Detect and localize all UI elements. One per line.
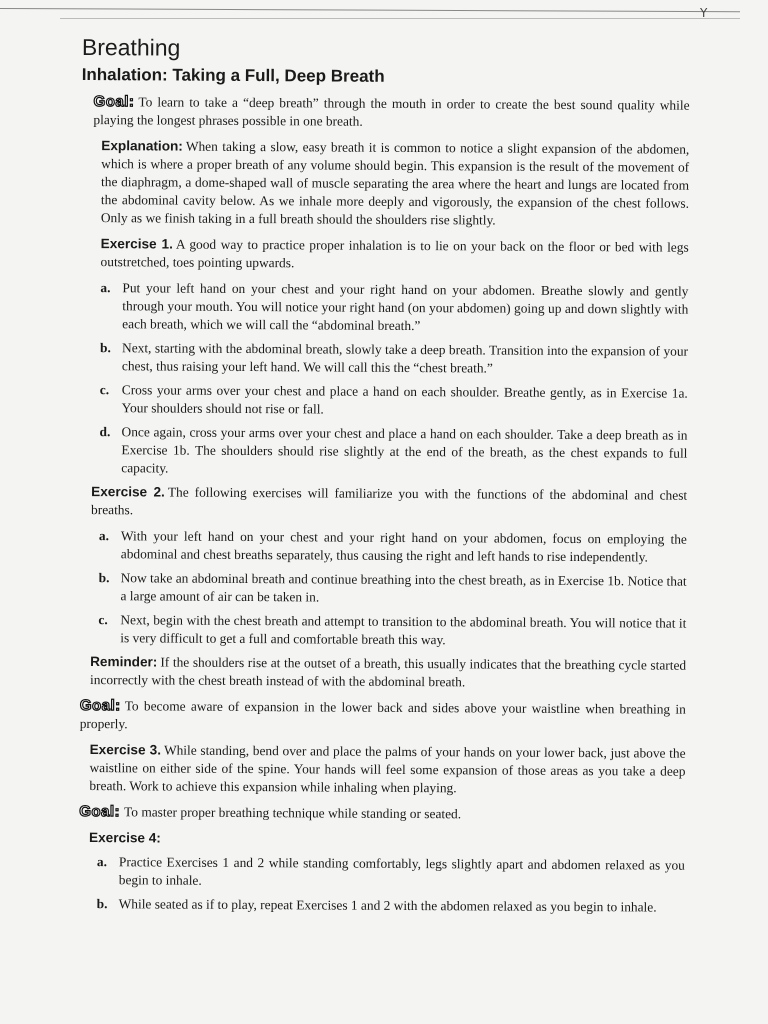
scan-second-rule <box>60 18 740 19</box>
exercise-1-item-d <box>79 423 687 481</box>
exercise-3-label: Exercise 3. <box>89 742 162 758</box>
goal-text: To master proper breathing technique while standing or seated. <box>124 804 462 822</box>
exercise-1-item-a <box>80 279 688 337</box>
section-heading: Inhalation: Taking a Full, Deep Breath <box>81 64 385 86</box>
document-page <box>77 30 690 923</box>
goal-paragraph-3 <box>77 803 685 825</box>
exercise-4-item-a <box>77 853 685 893</box>
exercise-4-label: Exercise 4: <box>89 830 161 846</box>
goal-text: To learn to take a “deep breath” through the mouth in order to create the best sound quality while playing the longest phrases possible in one breath. <box>93 94 690 129</box>
explanation-paragraph <box>81 137 690 231</box>
explanation-label: Explanation: <box>101 138 183 154</box>
goal-badge: Goal: <box>93 93 135 111</box>
item-text: With your left hand on your chest and your right hand on your abdomen, focus on employing the abdominal and chest breaths separately, thus causing the right and left hands to rise independently. <box>120 528 687 565</box>
item-letter: a. <box>96 854 108 870</box>
item-text: Cross your arms over your chest and place a hand on each shoulder. Breathe gently, as in Exercise 1a. Your shoulders should not rise or fall. <box>121 382 688 417</box>
item-text: Now take an abdominal breath and continue breathing into the chest breath, as in Exercise 1b. Notice that a large amount of air can be taken in. <box>120 570 687 605</box>
item-text: Next, starting with the abdominal breath, slowly take a deep breath. Transition into the expansion of your chest, thus raising your left hand. We will call this the “chest breath.” <box>121 340 689 376</box>
exercise-4-item-b <box>77 895 685 917</box>
reminder-paragraph <box>78 653 686 693</box>
goal-badge: Goal: <box>79 696 121 715</box>
goal-paragraph-1 <box>81 93 689 133</box>
exercise-1-text: A good way to practice proper inhalation is to lie on your back on the floor or bed with legs outstretched, toes pointing upwards. <box>100 236 689 271</box>
page-title: Breathing <box>81 33 181 61</box>
item-text: Put your left hand on your chest and your right hand on your abdomen. Breathe slowly and gently through your mouth. You will notice your right hand (on your abdomen) going up and down slightly with each breath, which we will call the “abdominal breath.” <box>122 280 689 334</box>
item-letter: b. <box>100 340 111 356</box>
goal-badge: Goal: <box>79 802 121 821</box>
exercise-3-paragraph <box>77 741 685 799</box>
exercise-2-label: Exercise 2. <box>91 484 165 500</box>
corner-handwritten-mark: Y <box>700 6 708 20</box>
exercise-1-intro <box>81 235 689 275</box>
exercise-2-intro <box>79 483 687 523</box>
item-letter: a. <box>98 528 110 544</box>
exercise-2-item-c <box>78 611 686 651</box>
exercise-2-text: The following exercises will familiarize you with the functions of the abdominal and chest breaths. <box>91 484 688 518</box>
item-text: Next, begin with the chest breath and attempt to transition to the abdominal breath. You will notice that it is very difficult to get a full and comfortable breath this way. <box>120 612 687 648</box>
item-letter: b. <box>98 570 110 586</box>
goal-paragraph-2 <box>78 697 686 737</box>
goal-text: To become aware of expansion in the lower back and sides above your waistline when breathing in properly. <box>79 698 686 732</box>
exercise-1-label: Exercise 1. <box>100 236 173 252</box>
item-letter: d. <box>99 424 111 440</box>
scan-top-rule <box>0 8 740 12</box>
item-letter: c. <box>99 382 110 398</box>
exercise-2-item-b <box>78 569 686 609</box>
exercise-4-heading <box>89 829 685 851</box>
item-text: Practice Exercises 1 and 2 while standing comfortably, legs slightly apart and abdomen relaxed as you begin to inhale. <box>118 854 685 888</box>
item-letter: a. <box>100 280 111 296</box>
exercise-3-text: While standing, bend over and place the palms of your hands on your lower back, just above the waistline on either side of the spine. Your hands will feel some expansion of those areas as you take a deep breath. Work to achieve this expansion while inhaling when playing. <box>89 742 686 796</box>
exercise-1-item-c <box>80 381 688 421</box>
reminder-label: Reminder: <box>90 654 158 670</box>
exercise-2-item-a <box>79 527 687 567</box>
exercise-1-item-b <box>80 339 688 379</box>
item-text: While seated as if to play, repeat Exercises 1 and 2 with the abdomen relaxed as you begin to inhale. <box>118 896 657 915</box>
explanation-text: When taking a slow, easy breath it is common to notice a slight expansion of the abdomen, which is where a proper breath of any volume should begin. This expansion is the result of the movement of the diaphragm, a dome-shaped wall of muscle separating the area where the heart and lungs are located from the abdominal cavity below. As we inhale more deeply and vigorously, the expansion of the chest follows. Only as we finish taking in a full breath should the shoulders rise slightly. <box>100 138 690 228</box>
item-text: Once again, cross your arms over your chest and place a hand on each shoulder. Take a deep breath as in Exercise 1b. The shoulders should rise slightly at the end of the breath, as the chest expands to full capacity. <box>121 424 688 476</box>
item-letter: c. <box>98 612 108 628</box>
item-letter: b. <box>96 896 108 912</box>
reminder-text: If the shoulders rise at the outset of a breath, this usually indicates that the breathing cycle started incorrectly with the chest breath instead of with the abdominal breath. <box>89 654 687 690</box>
